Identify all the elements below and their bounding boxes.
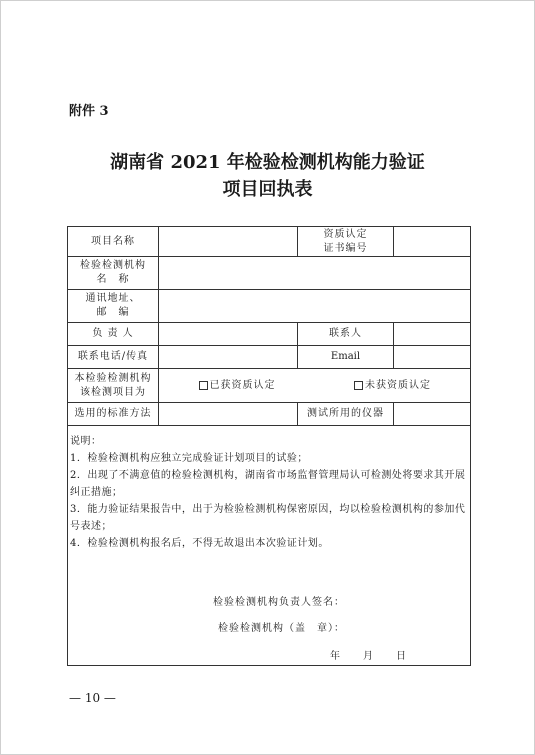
label-org-name bbox=[68, 257, 158, 289]
label-cert-number-line1: 资质认定 bbox=[323, 228, 368, 240]
document-title-line1: 湖南省 2021 年检验检测机构能力验证 bbox=[110, 152, 425, 173]
attachment-label: 附件 3 bbox=[69, 104, 109, 119]
label-person-in-charge: 负 责 人 bbox=[92, 328, 134, 339]
field-org-name[interactable] bbox=[159, 257, 470, 289]
label-scope-line1: 本检验检测机构 bbox=[74, 372, 152, 384]
note-item-3-cont: 号表述； bbox=[70, 521, 112, 532]
note-item-2: 2．出现了不满意值的检验检测机构，湖南省市场监督管理局认可检测处将要求其开展 bbox=[70, 470, 466, 481]
label-cert-number-line2: 证书编号 bbox=[323, 242, 368, 254]
label-scope bbox=[68, 369, 158, 402]
field-address[interactable] bbox=[159, 290, 470, 322]
note-item-3: 3．能力验证结果报告中，出于为检验检测机构保密原因，均以检验检测机构的参加代 bbox=[70, 504, 466, 515]
row-divider bbox=[68, 425, 470, 426]
label-org-name-line2: 名 称 bbox=[96, 274, 130, 285]
field-instrument[interactable] bbox=[394, 403, 470, 425]
note-item-2-cont: 纠正措施； bbox=[70, 487, 123, 498]
note-item-4: 4．检验检测机构报名后，不得无故退出本次验证计划。 bbox=[70, 538, 329, 549]
head-signature-label: 检验检测机构负责人签名： bbox=[213, 597, 345, 608]
label-org-name-line1: 检验检测机构 bbox=[80, 260, 146, 271]
label-address-line1: 通讯地址、 bbox=[85, 293, 141, 304]
field-project-name[interactable] bbox=[159, 227, 297, 256]
label-cert-number bbox=[298, 227, 393, 256]
label-standard-method: 选用的标准方法 bbox=[74, 408, 152, 419]
note-item-1: 1．检验检测机构应独立完成验证计划项目的试验； bbox=[70, 453, 308, 464]
field-phone-fax[interactable] bbox=[159, 346, 297, 368]
label-email: Email bbox=[330, 351, 361, 362]
field-standard-method[interactable] bbox=[159, 403, 297, 425]
field-person-in-charge[interactable] bbox=[159, 323, 297, 345]
option-not-certified[interactable] bbox=[315, 369, 470, 402]
signature-date: 年 月 日 bbox=[330, 651, 407, 662]
label-address bbox=[68, 290, 158, 322]
receipt-form-table bbox=[67, 226, 471, 666]
option-certified[interactable] bbox=[159, 369, 315, 402]
page-number: — 10 — bbox=[69, 691, 116, 705]
option-certified-label: 已获资质认定 bbox=[209, 379, 276, 391]
label-phone-fax: 联系电话/传真 bbox=[77, 351, 149, 362]
notes-section bbox=[70, 433, 468, 552]
field-cert-number[interactable] bbox=[394, 227, 470, 256]
label-scope-line2: 该检测项目为 bbox=[80, 386, 146, 398]
field-contact-person[interactable] bbox=[394, 323, 470, 345]
notes-heading: 说明： bbox=[70, 436, 102, 447]
org-seal-label: 检验检测机构（盖 章）： bbox=[218, 623, 345, 634]
checkbox-certified[interactable] bbox=[199, 381, 208, 390]
label-project-name: 项目名称 bbox=[91, 235, 135, 247]
label-contact-person: 联系人 bbox=[329, 328, 362, 339]
label-address-line2: 邮 编 bbox=[96, 307, 130, 318]
field-email[interactable] bbox=[394, 346, 470, 368]
label-instrument: 测试所用的仪器 bbox=[307, 408, 384, 419]
checkbox-not-certified[interactable] bbox=[354, 381, 363, 390]
document-title-line2: 项目回执表 bbox=[222, 179, 313, 200]
option-not-certified-label: 未获资质认定 bbox=[365, 379, 431, 391]
